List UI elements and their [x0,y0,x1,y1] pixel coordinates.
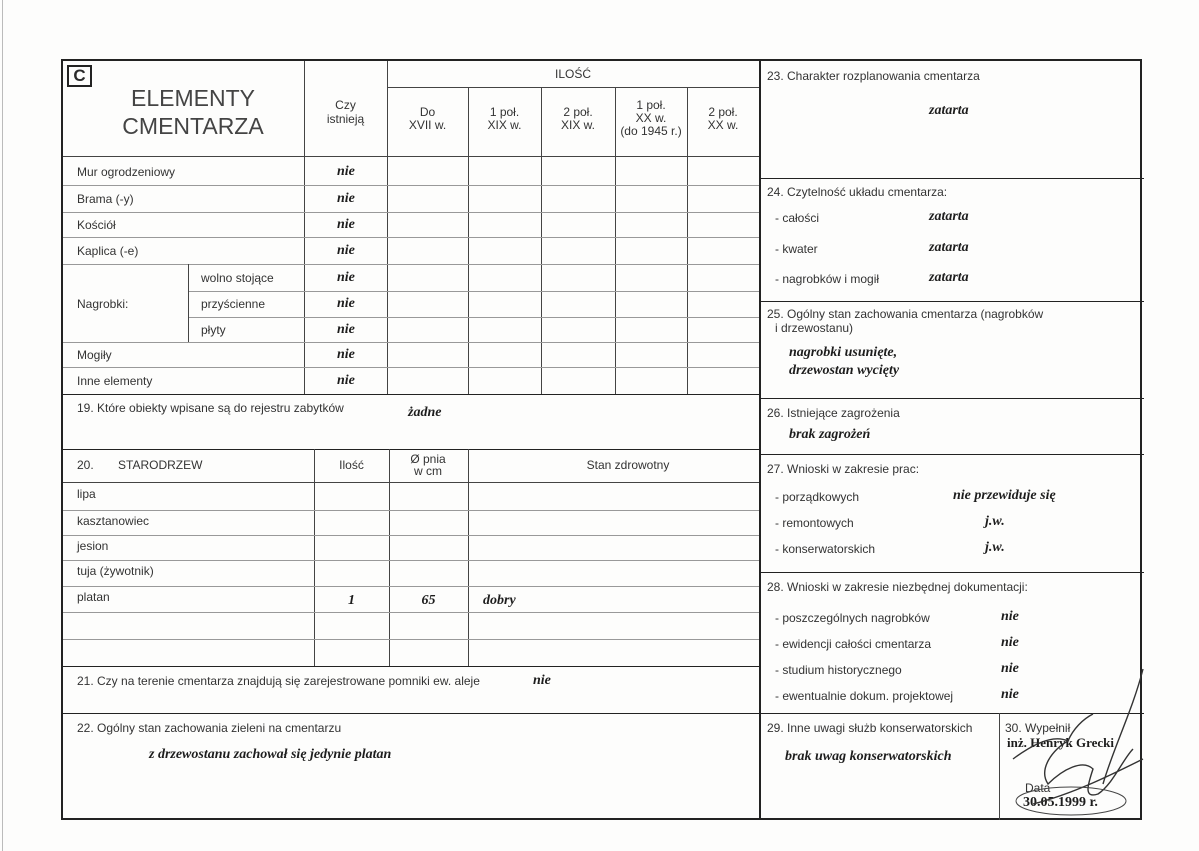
q28-item-label: - studium historycznego [775,663,902,677]
main-column-divider [759,61,761,820]
q27-item-answer: j.w. [985,514,1005,529]
period-header: 1 poł. [636,98,666,112]
element-row-sublabel: wolno stojące [201,270,274,285]
row-divider [63,237,759,238]
q20-col-diameter: w cm [414,464,442,478]
tree-health: dobry [483,593,516,608]
q20-col-health: Stan zdrowotny [586,458,670,472]
q29-answer: brak uwag konserwatorskich [785,749,952,764]
element-row-value: nie [337,372,355,388]
col-exists-label: istnieją [326,112,365,126]
q30-date: 30.05.1999 r. [1023,795,1098,810]
divider [687,87,688,394]
form-sheet [61,59,1142,820]
divider [387,87,759,88]
tree-name: tuja (żywotnik) [77,564,154,578]
q20-number: 20. [77,458,94,472]
tree-count: 1 [348,593,355,608]
q21-answer: nie [533,673,551,688]
q30-date-label: Data [1025,781,1051,795]
tree-name: jesion [77,539,109,553]
q25-answer: nagrobki usunięte, [789,345,898,360]
ilosc-header: ILOŚĆ [554,67,591,81]
divider [761,301,1144,302]
section-letter-box: C [67,65,92,87]
row-divider [63,612,759,613]
divider [761,572,1144,573]
element-row-value: nie [337,163,355,179]
period-header: XIX w. [487,118,522,132]
q24-item-answer: zatarta [929,270,969,285]
divider [188,264,189,342]
q28-item-label: - poszczególnych nagrobków [775,611,930,625]
row-divider [188,291,759,292]
q24-item-answer: zatarta [929,240,969,255]
q27-label: 27. Wnioski w zakresie prac: [767,462,920,476]
row-divider [63,367,759,368]
q24-item-answer: zatarta [929,209,969,224]
element-row-value: nie [337,321,355,337]
divider [63,482,759,483]
element-row-value: nie [337,190,355,206]
signature-scribble [993,689,1143,819]
period-header: XX w. [707,118,739,132]
element-row-label: Inne elementy [77,373,153,388]
element-row-value: nie [337,296,355,311]
tree-name: platan [77,590,110,604]
divider [63,639,759,640]
scan-edge-line [2,0,3,851]
q20-title: STARODRZEW [118,458,203,472]
q28-item-label: - ewentualnie dokum. projektowej [775,689,954,703]
row-divider [63,510,759,511]
q22-label: 22. Ogólny stan zachowania zieleni na cmentarzu [77,721,342,735]
tree-name: lipa [77,487,96,501]
element-row-label: Brama (-y) [77,191,134,206]
q19-answer: żadne [408,405,442,420]
q26-label: 26. Istniejące zagrożenia [767,406,900,420]
period-header: XIX w. [560,118,595,132]
divider [63,713,759,714]
period-header: 1 poł. [489,105,520,119]
q27-item-answer: nie przewiduje się [953,488,1056,503]
divider [761,178,1144,179]
q24-item-label: - kwater [775,242,818,256]
q20-col-diameter: Ø pnia [410,452,446,466]
row-divider [63,212,759,213]
q28-item-answer: nie [1001,661,1019,676]
row-divider [63,185,759,186]
q25-answer: drzewostan wycięty [789,363,900,378]
divider [761,454,1144,455]
divider [541,87,542,394]
period-header: XVII w. [408,118,447,132]
q24-label: 24. Czytelność układu cmentarza: [767,185,948,199]
q23-label: 23. Charakter rozplanowania cmentarza [767,69,980,83]
element-row-value: nie [337,269,355,285]
row-divider [63,535,759,536]
element-row-sublabel: przyścienne [201,297,266,311]
q28-item-answer: nie [1001,609,1019,624]
q23-answer: zatarta [929,103,969,118]
element-row-value: nie [337,346,355,362]
q28-label: 28. Wnioski w zakresie niezbędnej dokumentacji: [767,580,1028,594]
q25-label: 25. Ogólny stan zachowania cmentarza (nagrobków [767,307,1044,321]
q27-item-label: - konserwatorskich [775,542,876,556]
q27-item-label: - porządkowych [775,490,860,504]
row-divider [63,264,759,265]
q19-label: 19. Które obiekty wpisane są do rejestru zabytków [77,401,344,415]
q27-item-label: - remontowych [775,516,854,530]
period-header: 2 poł. [708,105,738,119]
element-row-sublabel: płyty [201,322,226,337]
element-row-value: nie [337,216,355,232]
q24-item-label: - nagrobków i mogił [775,272,880,286]
q22-answer: z drzewostanu zachował się jedynie platan [149,747,392,762]
divider [63,449,759,450]
element-row-label: Kościół [77,217,116,232]
period-header: 2 poł. [563,105,593,119]
row-divider [63,586,759,587]
divider [468,87,469,394]
elements-title-line2: CMENTARZA [122,113,264,139]
divider [63,156,759,157]
elements-title-line1: ELEMENTY [131,85,255,111]
q28-item-answer: nie [1001,687,1019,702]
q24-item-label: - całości [775,211,820,225]
element-row-value: nie [337,242,355,258]
col-exists-label: Czy [335,98,356,112]
period-header: XX w. [635,111,667,125]
element-row-label: Mur ogrodzeniowy [77,164,176,179]
element-row-label: Kaplica (-e) [77,243,139,258]
row-divider [188,317,759,318]
q25-label: i drzewostanu) [775,321,854,335]
tree-name: kasztanowiec [77,514,150,528]
tree-diameter: 65 [421,593,436,608]
period-header: (do 1945 r.) [620,124,682,138]
row-divider [63,342,759,343]
q20-col-count: Ilość [339,458,364,472]
element-row-label: Nagrobki: [77,297,129,311]
q26-answer: brak zagrożeń [789,427,871,442]
q30-label: 30. Wypełnił [1005,721,1071,735]
q30-name: inż. Henryk Grecki [1007,735,1115,750]
period-header: Do [419,105,436,119]
q27-item-answer: j.w. [985,540,1005,555]
q29-label: 29. Inne uwagi służb konserwatorskich [767,721,973,735]
q28-item-label: - ewidencji całości cmentarza [775,637,932,651]
q21-label: 21. Czy na terenie cmentarza znajdują się zarejestrowane pomniki ew. aleje [77,674,480,688]
q28-item-answer: nie [1001,635,1019,650]
row-divider [63,560,759,561]
divider [63,394,759,395]
element-row-label: Mogiły [77,347,112,362]
divider [761,398,1144,399]
divider [63,666,759,667]
